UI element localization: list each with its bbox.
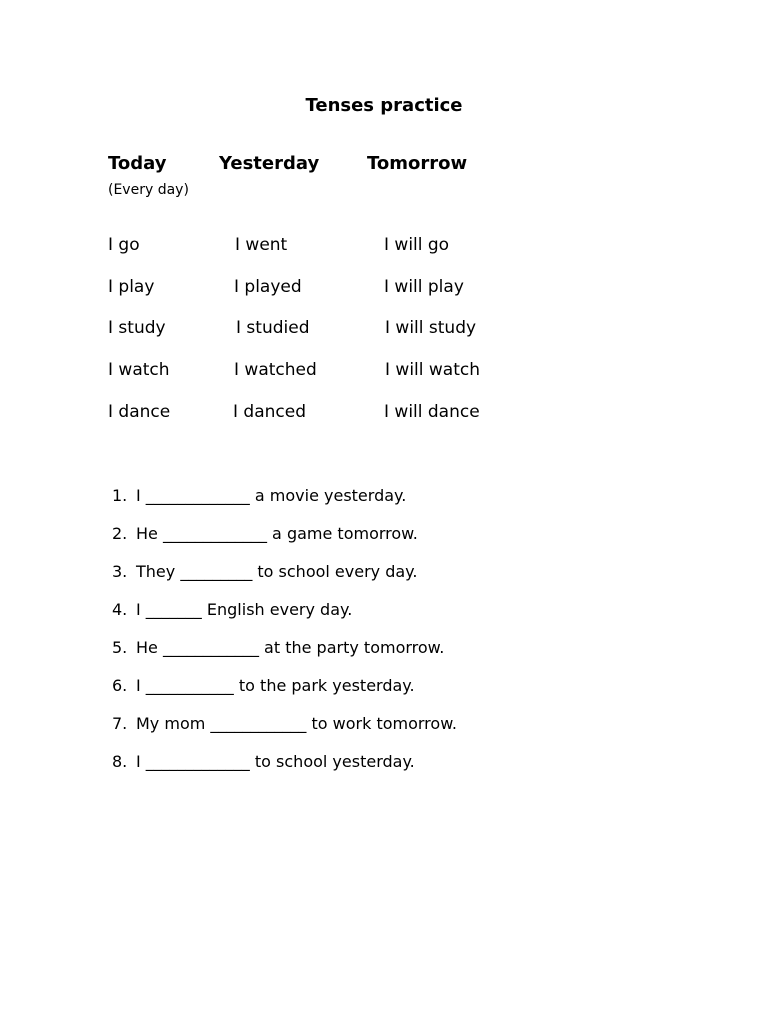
verb-yesterday: I danced: [233, 402, 306, 422]
exercise-number: 8.: [112, 752, 128, 771]
verb-yesterday: I played: [234, 277, 302, 297]
verb-today: I go: [108, 235, 140, 255]
verb-yesterday: I went: [235, 235, 288, 255]
verb-tomorrow: I will play: [384, 277, 464, 297]
header-today-subtitle: (Every day): [108, 182, 189, 198]
exercise-item: [112, 486, 406, 505]
exercise-item: [112, 524, 418, 543]
exercise-text: I _______ English every day.: [136, 600, 353, 619]
exercise-number: 4.: [112, 600, 128, 619]
exercise-text: He _____________ a game tomorrow.: [136, 524, 418, 543]
verb-today: I study: [108, 318, 166, 338]
header-tomorrow: Tomorrow: [367, 153, 468, 174]
exercise-text: He ____________ at the party tomorrow.: [136, 638, 445, 657]
exercise-item: [112, 638, 444, 657]
exercise-number: 7.: [112, 714, 128, 733]
verb-yesterday: I studied: [236, 318, 310, 338]
exercise-text: They _________ to school every day.: [136, 562, 418, 581]
page-title: Tenses practice: [305, 95, 463, 116]
exercise-item: [112, 562, 417, 581]
exercise-item: [112, 752, 415, 771]
exercise-item: [112, 676, 415, 695]
exercise-text: I ___________ to the park yesterday.: [136, 676, 415, 695]
header-yesterday: Yesterday: [219, 153, 320, 174]
verb-tomorrow: I will go: [384, 235, 450, 255]
exercise-text: I _____________ to school yesterday.: [136, 752, 415, 771]
verb-yesterday: I watched: [234, 360, 317, 380]
exercise-number: 6.: [112, 676, 128, 695]
verb-today: I play: [108, 277, 155, 297]
header-today: Today: [108, 153, 167, 174]
verb-today: I dance: [108, 402, 171, 422]
exercise-number: 5.: [112, 638, 128, 657]
exercise-text: I _____________ a movie yesterday.: [136, 486, 407, 505]
exercise-number: 1.: [112, 486, 128, 505]
exercise-number: 3.: [112, 562, 128, 581]
verb-tomorrow: I will study: [385, 318, 477, 338]
verb-tomorrow: I will watch: [385, 360, 481, 380]
exercise-text: My mom ____________ to work tomorrow.: [136, 714, 457, 733]
exercise-item: [112, 714, 457, 733]
verb-today: I watch: [108, 360, 170, 380]
exercise-number: 2.: [112, 524, 128, 543]
verb-tomorrow: I will dance: [384, 402, 480, 422]
exercise-item: [112, 600, 352, 619]
